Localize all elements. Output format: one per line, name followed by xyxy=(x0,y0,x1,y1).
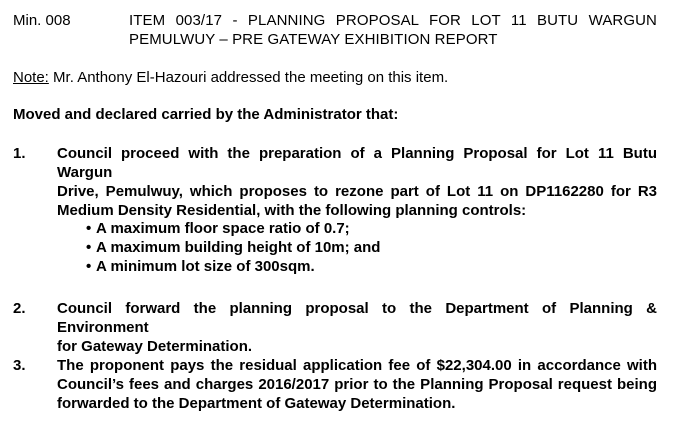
planning-controls-list xyxy=(86,219,380,276)
note-label: Note: xyxy=(13,69,49,86)
resolution-3-text xyxy=(57,356,657,413)
resolution-1-line-3: Medium Density Residential, with the following planning controls: xyxy=(57,202,527,219)
resolution-2-text xyxy=(57,299,657,356)
resolution-1-text xyxy=(57,144,657,220)
resolution-1-line-1: Council proceed with the preparation of a Planning Proposal for Lot 11 Butu Wargun xyxy=(57,145,657,181)
item-heading-line-1: ITEM 003/17 - PLANNING PROPOSAL FOR LOT 11 BUTU WARGUN xyxy=(129,12,657,29)
bullet-icon: • xyxy=(86,239,92,256)
resolution-3-line-3: forwarded to the Department of Gateway Determination. xyxy=(57,395,456,412)
planning-control-lot-size: A minimum lot size of 300sqm. xyxy=(96,258,315,275)
resolution-1-line-2: Drive, Pemulwuy, which proposes to rezone part of Lot 11 on DP1162280 for R3 xyxy=(57,183,657,200)
list-item xyxy=(86,238,380,257)
resolution-2-number: 2. xyxy=(13,300,26,317)
resolution-3-number: 3. xyxy=(13,357,26,374)
bullet-icon: • xyxy=(86,220,92,237)
minute-number: Min. 008 xyxy=(13,12,71,29)
resolution-2-line-2: for Gateway Determination. xyxy=(57,338,253,355)
list-item xyxy=(86,257,380,276)
note-text: Mr. Anthony El-Hazouri addressed the meeting on this item. xyxy=(48,69,449,86)
note xyxy=(13,68,448,87)
resolution-1-number: 1. xyxy=(13,145,26,162)
resolution-3-line-2: Council’s fees and charges 2016/2017 prior to the Planning Proposal request being xyxy=(57,376,657,393)
resolution-2-line-1: Council forward the planning proposal to the Department of Planning & Environment xyxy=(57,300,657,336)
bullet-icon: • xyxy=(86,258,92,275)
motion-intro: Moved and declared carried by the Administrator that: xyxy=(13,106,399,123)
resolution-3-line-1: The proponent pays the residual application fee of $22,304.00 in accordance with xyxy=(57,357,657,374)
item-heading-line-2: PEMULWUY – PRE GATEWAY EXHIBITION REPORT xyxy=(129,31,498,48)
planning-control-fsr: A maximum floor space ratio of 0.7; xyxy=(96,220,350,237)
list-item xyxy=(86,219,380,238)
item-heading xyxy=(129,11,657,49)
planning-control-height: A maximum building height of 10m; and xyxy=(96,239,381,256)
